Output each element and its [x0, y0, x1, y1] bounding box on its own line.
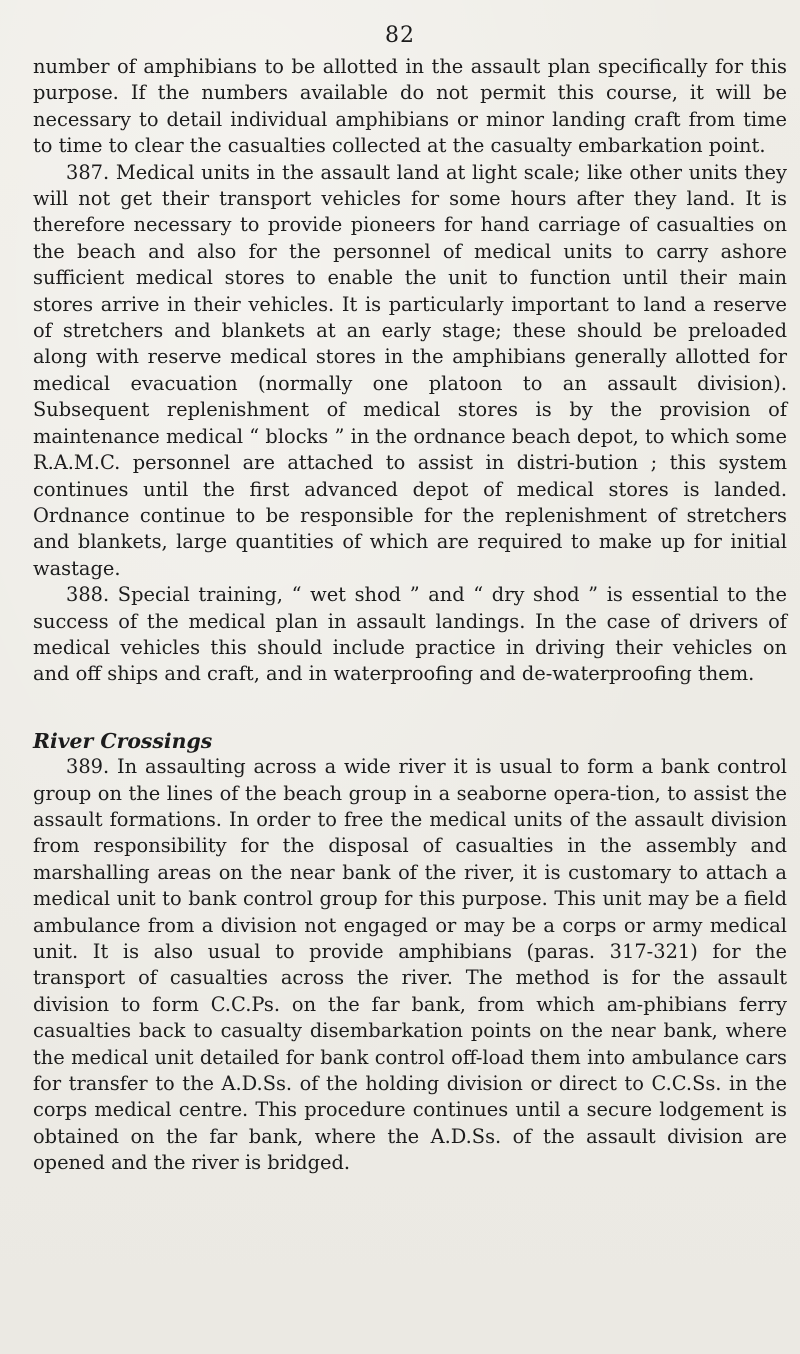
page-number: 82: [385, 23, 415, 48]
section-heading: River Crossings: [33, 728, 213, 753]
paragraph-389: 389. In assaulting across a wide river it is usual to form a bank control group on the lines of the beach group in a seaborne opera-tion, to assist the assault formations. In order to free the medical units of the assault division from responsibility for the disposal of casualties in the assembly and marshalling areas on the near bank of the river, it is customary to attach a medical unit to bank control group for this purpose. This unit may be a field ambulance from a division not engaged or may be a corps or army medical unit. It is also usual to provide amphibians (paras. 317-321) for the transport of casualties across the river. The method is for the assault division to form C.C.Ps. on the far bank, from which am-phibians ferry casualties back to casualty disembarkation points on the near bank, where the medical unit detailed for bank control off-load them into ambulance cars for transfer to the A.D.Ss. of the holding division or direct to C.C.Ss. in the corps medical centre. This procedure continues until a secure lodgement is obtained on the far bank, where the A.D.Ss. of the assault division are opened and the river is bridged.: [33, 755, 787, 1175]
paragraph-continuation: number of amphibians to be allotted in the assault plan specifically for this purpose. If the numbers available do not permit this course, it will be necessary to detail individual amphibians or minor landing craft from time to time to clear the casualties collected at the casualty embarkation point.: [33, 55, 787, 158]
body-text: [33, 54, 787, 1177]
paragraph-387: 387. Medical units in the assault land at light scale; like other units they will not get their transport vehicles for some hours after they land. It is therefore necessary to provide pioneers for hand carriage of casualties on the beach and also for the personnel of medical units to carry ashore sufficient medical stores to enable the unit to function until their main stores arrive in their vehicles. It is particularly important to land a reserve of stretchers and blankets at an early stage; these should be preloaded along with reserve medical stores in the amphibians generally allotted for medical evacuation (normally one platoon to an assault division). Subsequent replenishment of medical stores is by the provision of maintenance medical “ blocks ” in the ordnance beach depot, to which some R.A.M.C. personnel are attached to assist in distri-bution ; this system continues until the first advanced depot of medical stores is landed. Ordnance continue to be responsible for the replenishment of stretchers and blankets, large quantities of which are required to make up for initial wastage.: [33, 160, 787, 580]
paragraph-388: 388. Special training, “ wet shod ” and “ dry shod ” is essential to the success of the medical plan in assault landings. In the case of drivers of medical vehicles this should include practice in driving their vehicles on and off ships and craft, and in waterproofing and de-waterproofing them.: [33, 583, 787, 686]
